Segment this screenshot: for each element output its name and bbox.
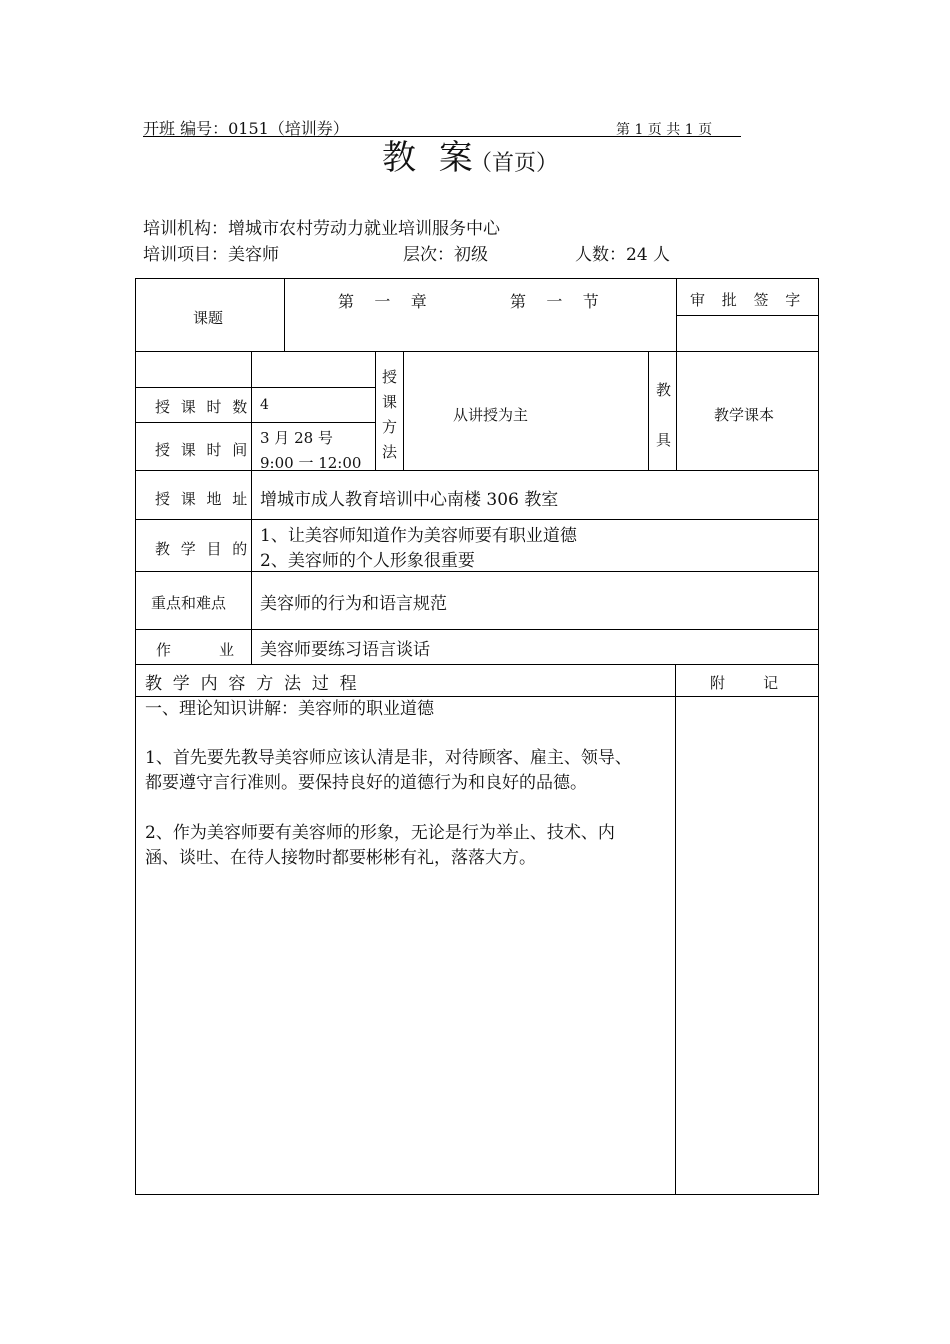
class-number: 开班 编号：0151（培训券） — [143, 119, 349, 138]
process-label: 教 学 内 容 方 法 过 程 — [145, 674, 357, 694]
rule — [676, 315, 819, 316]
goal-line-2: 2、美容师的个人形象很重要 — [260, 551, 475, 571]
time-date: 3 月 28 号 — [260, 429, 333, 447]
topic-chapter: 第 一 章 — [338, 292, 427, 311]
rule — [403, 351, 404, 470]
notes-label: 附 记 — [710, 674, 779, 692]
rule — [135, 387, 375, 388]
content-para2-line1: 2、作为美容师要有美容师的形象，无论是行为举止、技术、内 — [145, 823, 615, 843]
topic-section: 第 一 节 — [510, 292, 599, 311]
rule — [135, 571, 819, 572]
tools-label-2: 具 — [656, 431, 672, 449]
training-count: 人数：24 人 — [575, 245, 671, 265]
rule — [135, 519, 819, 520]
content-para1-line2: 都要遵守言行准则。要保持良好的道德行为和良好的品德。 — [145, 773, 587, 793]
homework-label-b: 业 — [219, 641, 235, 659]
homework-label-a: 作 — [156, 641, 172, 659]
hours-label: 授 课 时 数 — [155, 398, 251, 416]
content-heading: 一、理论知识讲解：美容师的职业道德 — [145, 699, 434, 719]
rule — [375, 351, 376, 470]
focus-label: 重点和难点 — [151, 594, 227, 612]
rule — [135, 351, 819, 352]
topic-label: 课题 — [193, 309, 224, 327]
method-value: 从讲授为主 — [453, 406, 529, 424]
method-label-3: 方 — [382, 418, 398, 436]
method-label-1: 授 — [382, 368, 398, 386]
time-label: 授 课 时 间 — [155, 441, 251, 459]
focus-value: 美容师的行为和语言规范 — [260, 594, 447, 614]
training-project: 培训项目：美容师 — [143, 245, 279, 265]
approval-label: 审 批 签 字 — [690, 291, 807, 309]
page-subtitle: （首页） — [470, 151, 559, 176]
goal-label: 教 学 目 的 — [155, 540, 251, 558]
rule — [675, 664, 676, 1195]
content-para2-line2: 涵、谈吐、在待人接物时都要彬彬有礼，落落大方。 — [145, 848, 536, 868]
rule — [284, 278, 285, 351]
hours-value: 4 — [260, 397, 269, 413]
rule — [135, 664, 819, 665]
rule — [135, 629, 819, 630]
tools-value: 教学课本 — [714, 406, 775, 424]
rule — [135, 470, 819, 471]
content-para1-line1: 1、首先要先教导美容师应该认清是非，对待顾客、雇主、领导、 — [145, 748, 632, 768]
tools-label-1: 教 — [656, 381, 672, 399]
training-org: 培训机构：增城市农村劳动力就业培训服务中心 — [143, 219, 500, 239]
rule — [676, 278, 677, 470]
method-label-2: 课 — [382, 393, 398, 411]
time-range: 9:00 一 12:00 — [260, 454, 362, 472]
page-title: 教 案 — [382, 138, 479, 178]
method-label-4: 法 — [382, 443, 398, 461]
training-level: 层次：初级 — [403, 245, 488, 265]
rule — [135, 422, 375, 423]
rule — [648, 351, 649, 470]
homework-value: 美容师要练习语言谈话 — [260, 640, 430, 660]
location-value: 增城市成人教育培训中心南楼 306 教室 — [260, 490, 559, 510]
location-label: 授 课 地 址 — [155, 490, 251, 508]
rule — [251, 351, 252, 664]
page-info: 第 1 页 共 1 页 — [616, 122, 713, 138]
goal-line-1: 1、让美容师知道作为美容师要有职业道德 — [260, 526, 577, 546]
